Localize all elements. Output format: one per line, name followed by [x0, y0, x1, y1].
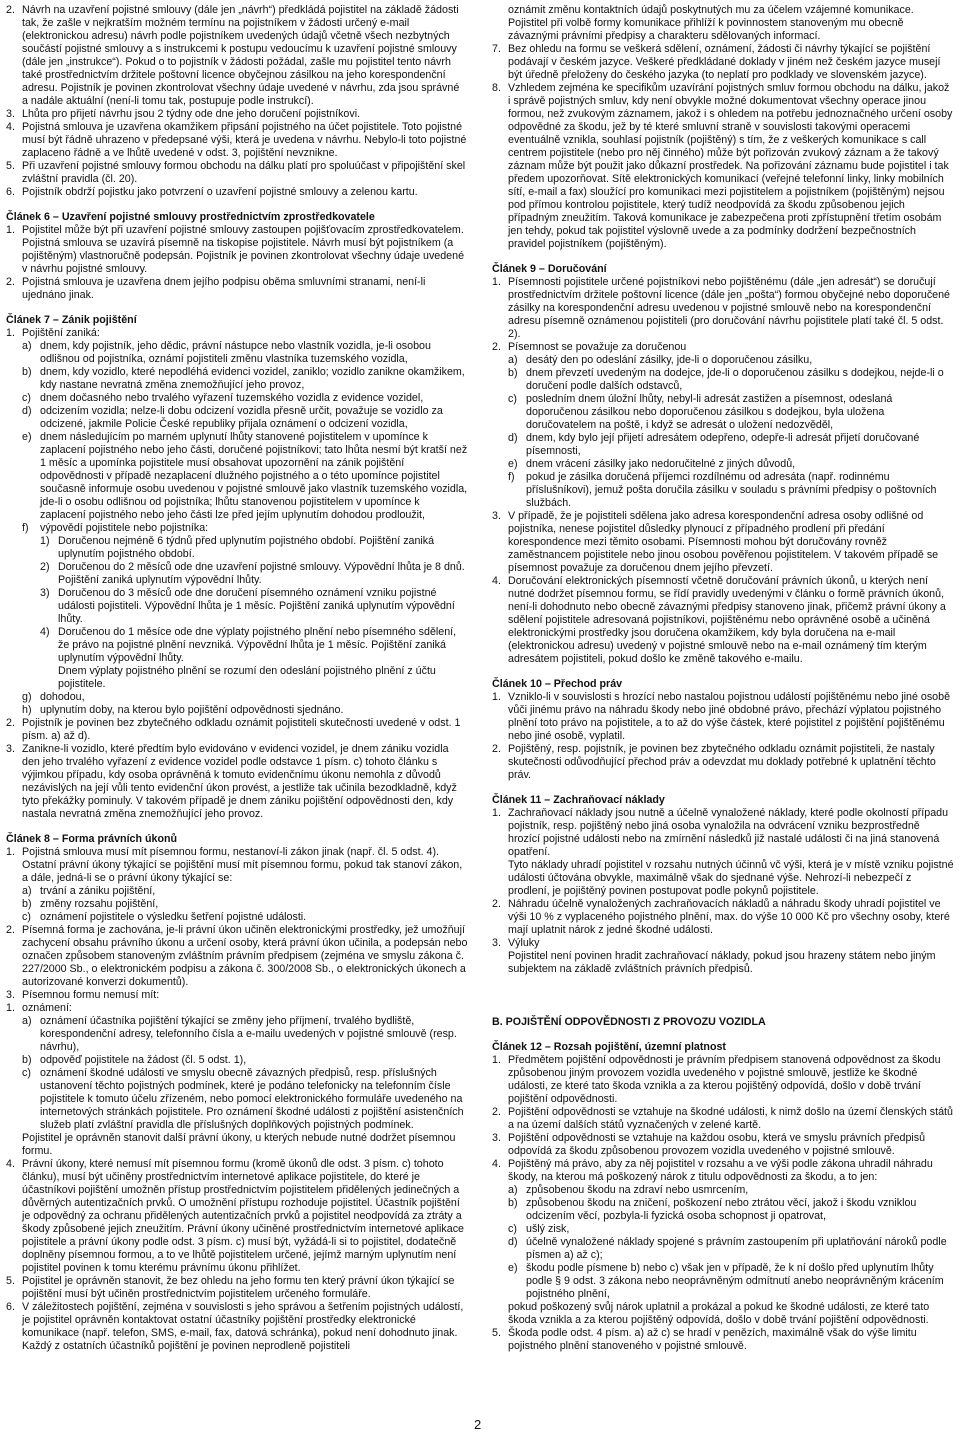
item-number: 3.	[6, 743, 15, 755]
numbered-item	[6, 1015, 468, 1054]
item-number: 1.	[492, 276, 501, 288]
numbered-item	[492, 1132, 954, 1158]
item-text: Zanikne-li vozidlo, které předtím bylo evidováno v evidenci vozidel, je dnem zániku vozidla den jeho trvalého vyřazení z evidence vozidel podle odstavce 1 písm. c) tohoto článku s výjimkou případu, kdy osoba oprávněná k tomuto evidenčnímu úkonu nemohla z důvodů nezávislých na její vůli tento evidenční úkon provést, a jestliže tak učinila bezodkladně, když tyto překážky pominuly. V takovém případě je dnem zániku pojištění odpovědnosti den, kdy nastala nevratná změna znemožňující jeho provoz.	[22, 743, 457, 820]
numbered-item	[492, 1158, 954, 1184]
item-text: Vzhledem zejména ke specifikům uzavírání pojistných smluv formou obchodu na dálku, jakož i správě pojistných smluv, kdy není obvykle možné dokumentovat všechny operace jinou formou, než zvukovým záznamem, jakož i s ohledem na potřebu jednoznačného určení osoby odpovědné za škodu, jež by té které smluvní straně v souvislosti takovými operacemi eventuálně vznikla, souhlasí pojistník (pojištěný) s tím, že z veškerých komunikace s call centrem pojistitele (nebo pro něj činného) může být pořizován zvukový záznam a že takový záznam může být použit jako důkazní prostředek. Na pořizování záznamu bude pojistitel i tak předem upozorňovat. Sítě elektronických komunikací (veřejné telefonní linky, linky mobilních sítí, e-mail a fax) sloužící pro komunikaci mezi pojistitelem a pojistníkem (pojištěným) nejsou pod přímou kontrolou pojistitele, který tudíž neodpovídá za škodu způsobenou jejich případným zneužitím. Taková komunikace je zabezpečena proti zpřístupnění třetím osobám jen tehdy, pokud tak pojistitel výslovně uvede a za podmínky dodržení bezpečnostních pravidel pojistníkem (pojištěným).	[508, 82, 953, 250]
item-number: 4.	[6, 121, 15, 133]
item-number: a)	[22, 340, 32, 352]
article-8-item-3-1	[6, 1002, 468, 1015]
numbered-item	[6, 108, 468, 121]
item-number: 4)	[40, 626, 50, 638]
item-number: 5.	[6, 160, 15, 172]
numbered-item	[6, 405, 468, 431]
item-number: 2.	[6, 276, 15, 288]
item-text: Doručování elektronických písemností včetně doručování právních úkonů, u kterých není nutné dodržet písemnou formu, se řídí pravidly uvedenými v článku o formě právních úkonů, není-li dohodnuto nebo obecně závaznými předpisy stanoveno jinak, přičemž právní úkony a sdělení pojistitele adresovaná pojistníkovi, pojištěnému nebo oprávněné osobě a učiněná elektronickými prostředky jsou doručena okamžikem, kdy byla doručena na e-mail (elektronickou adresu) uvedený v pojistné smlouvě nebo na e-mail oznámený tím kterým adresátem pojistiteli, pokud došlo ke změně takového e-mailu.	[508, 575, 946, 665]
numbered-item	[492, 807, 954, 859]
item-text: odcizením vozidla; nelze-li dobu odcizení vozidla přesně určit, považuje se vozidlo za odcizené, jakmile Policie České republiky přijala oznámení o odcizení vozidla,	[40, 405, 443, 430]
item-text: Při uzavření pojistné smlouvy formou obchodu na dálku platí pro spoluúčast v připojištění skel zvláštní pravidla (čl. 20).	[22, 160, 466, 185]
item-number: 3.	[492, 1132, 501, 1144]
numbered-item	[6, 522, 468, 535]
item-number: 3.	[492, 510, 501, 522]
numbered-item	[6, 561, 468, 587]
item-number: c)	[22, 392, 31, 404]
item-text: V případě, že je pojistiteli sdělena jako adresa korespondenční adresa osoby odlišné od pojistníka, nenese pojistitel důsledky plynoucí z případného prodlení při předání korespondence mezi těmito osobami. Písemnosti mohou být doručovány rovněž zaměstnancem pojistitele nebo jinou osobou pověřenou pojistitelem. V takovém případě se písemnost považuje za doručenou dnem jejího převzetí.	[508, 510, 939, 574]
item-number: 2)	[40, 561, 50, 573]
numbered-item	[492, 1054, 954, 1106]
right-column	[492, 4, 954, 1353]
item-text: dnem převzetí uvedeným na dodejce, jde-li o doporučenou zásilku s dodejkou, nejde-li o doručení podle dalších odstavců,	[526, 367, 944, 392]
item-number: 1.	[6, 846, 15, 858]
item-text: dnem vrácení zásilky jako nedoručitelné z jiných důvodů,	[526, 458, 796, 470]
item-text: Pojistitel je oprávněn stanovit, že bez ohledu na jeho formu ten který právní úkon týkající se pojištění musí být učiněn prostřednictvím pojistitelem určeného formuláře.	[22, 1275, 455, 1300]
item-text: ušlý zisk,	[526, 1223, 570, 1235]
item-text: Pojistitel může být při uzavření pojistné smlouvy zastoupen pojišťovacím zprostředkovatelem. Pojistná smlouva se uzavírá písemně na tiskopise pojistitele. Návrh musí být pojistníkem (a pojištěným) vlastnoručně podepsán. Pojistník je povinen zkontrolovat všechny údaje uvedené v návrhu pojistné smlouvy.	[22, 224, 465, 275]
item-number: 4.	[492, 575, 501, 587]
numbered-item	[6, 160, 468, 186]
numbered-item	[492, 354, 954, 367]
item-text: odpověď pojistitele na žádost (čl. 5 odst. 1),	[40, 1054, 247, 1066]
numbered-item	[6, 743, 468, 821]
numbered-item	[492, 1184, 954, 1197]
item-number: b)	[22, 366, 32, 378]
item-text: Pojistná smlouva je uzavřena okamžikem připsání pojistného na účet pojistitele. Toto pojistné musí být řádně uhrazeno v předepsané výši, která je uvedena v návrhu. Nebylo-li toto pojistné zaplaceno řádně a ve lhůtě uvedené v odst. 3, pojištění nevznikne.	[22, 121, 467, 159]
item-number: c)	[22, 1067, 31, 1079]
numbered-item	[492, 510, 954, 575]
item-number: 1.	[492, 807, 501, 819]
item-number: 2.	[492, 743, 501, 755]
item-text: uplynutím doby, na kterou bylo pojištění odpovědnosti sjednáno.	[40, 704, 344, 716]
item-text: Doručenou do 3 měsíců ode dne doručení písemného oznámení vzniku pojistné události pojistiteli. Výpovědní lhůta je 1 měsíc. Pojištění zaniká uplynutím výpovědní lhůty.	[58, 587, 455, 625]
document-page	[6, 4, 956, 1404]
item-number: 7.	[492, 43, 501, 55]
numbered-item	[492, 471, 954, 510]
numbered-item	[6, 691, 468, 704]
numbered-item	[492, 575, 954, 666]
numbered-item	[492, 43, 954, 82]
item-number: 4.	[6, 1158, 15, 1170]
item-text: oznámení škodné události ve smyslu obecně závazných předpisů, resp. příslušných ustanovení těchto pojistných podmínek, které je podáno telefonicky na telefonním čísle pojistitele k tomuto účelu zřízeném, nebo pomocí elektronického formuláře uvedeného na internetových stránkách pojistitele. Pro oznámení škodné události z pojištění asistenčních služeb platí zvláštní pravidla dle příslušných doplňkových pojistných podmínek.	[40, 1067, 464, 1131]
numbered-item	[6, 587, 468, 626]
article-8-item-1	[6, 846, 468, 885]
item-text: oznámení:	[22, 1002, 72, 1014]
numbered-item	[492, 691, 954, 743]
numbered-item	[6, 276, 468, 302]
item-text: Doručenou nejméně 6 týdnů před uplynutím pojistného období. Pojištění zaniká uplynutím pojistného období.	[58, 535, 435, 560]
numbered-item	[492, 367, 954, 393]
item-text: Pojištění zaniká:	[22, 327, 100, 339]
numbered-item	[6, 898, 468, 911]
item-number: 3.	[6, 108, 15, 120]
item-number: d)	[508, 432, 518, 444]
item-number: a)	[508, 1184, 518, 1196]
item-text: Vzniklo-li v souvislosti s hrozící nebo nastalou pojistnou událostí pojištěnému nebo jiné osobě vůči jinému právo na náhradu škody nebo jiné obdobné právo, přechází výplatou pojistného plnění toto právo na pojistitele, a to až do výše částek, které pojistitel z pojištění pojištěnému nebo jiné osobě, vyplatil.	[508, 691, 951, 742]
item-text: Předmětem pojištění odpovědnosti je právním předpisem stanovená odpovědnost za škodu způsobenou jiným provozem vozidla uvedeného v pojistné smlouvě, jestliže ke škodné události, ze které tato škoda vznikla a za kterou pojištěný odpovídá, došlo v době trvání pojištění odpovědnosti.	[508, 1054, 941, 1105]
item-text: Pojistná smlouva musí mít písemnou formu, nestanoví-li zákon jinak (např. čl. 5 odst. 4). Ostatní právní úkony týkající se pojištění musí mít písemnou formu, pokud tak stanoví zákon, a dále, jedná-li se o právní úkony týkající se:	[22, 846, 463, 884]
article-10-heading: Článek 10 – Přechod práv	[492, 678, 623, 690]
numbered-item	[492, 898, 954, 937]
article-8-item-3	[6, 989, 468, 1002]
item-number: b)	[22, 1054, 32, 1066]
item-number: f)	[22, 522, 29, 534]
numbered-item	[6, 186, 468, 199]
item-number: a)	[22, 885, 32, 897]
item-number: 4.	[492, 1158, 501, 1170]
numbered-item	[6, 224, 468, 276]
item-text: desátý den po odeslání zásilky, jde-li o doporučenou zásilku,	[526, 354, 813, 366]
item-text: Pojistník obdrží pojistku jako potvrzení o uzavření pojistné smlouvy a zelenou kartu.	[22, 186, 418, 198]
part-b-heading: B. POJIŠTĚNÍ ODPOVĚDNOSTI Z PROVOZU VOZIDLA	[492, 1016, 766, 1028]
item-number: 2.	[492, 341, 501, 353]
numbered-item	[6, 431, 468, 522]
item-number: e)	[22, 431, 32, 443]
item-text: Návrh na uzavření pojistné smlouvy (dále jen „návrh“) předkládá pojistitel na základě žádosti tak, že zašle v nejkratším možném termínu na pojistníkem v žádosti určený e-mail (elektronickou adresu) návrh podle pojistníkem uvedených údajů včetně všech nezbytných součástí pojistné smlouvy a s instrukcemi k postupu vedoucímu k uzavření pojistné smlouvy (dále jen „instrukce“). Pokud o to pojistník v žádosti požádal, zašle mu pojistitel tento návrh také prostřednictvím držitele poštovní licence obyčejnou zásilkou na jeho korespondenční adresu. Pojistník je povinen zkontrolovat všechny údaje uvedené v návrhu, zda jsou správné a nadále aktuální (není-li tomu tak, postupuje podle instrukcí).	[22, 4, 460, 107]
item-text: Škoda podle odst. 4 písm. a) až c) se hradí v penězích, maximálně však do výše limitu pojistného plnění stanoveného v pojistné smlouvě.	[508, 1327, 917, 1352]
item-text: trvání a zániku pojištění,	[40, 885, 156, 897]
item-text: Písemnost se považuje za doručenou	[508, 341, 687, 353]
item-text: dnem následujícím po marném uplynutí lhůty stanovené pojistitelem v upomínce k zaplacení pojistného nebo jeho části, doručené pojistníkovi; tato lhůta nesmí být kratší než 1 měsíc a upomínka pojistitele musí obsahovat upozornění na zánik pojištění odpovědnosti v případě nezaplacení dlužného pojistného a o této upomínce pojistitel současně informuje osobu uvedenou v pojistné smlouvě jako vlastník tuzemského vozidla, jde-li o osobu odlišnou od pojistníka; lhůtu stanovenou pojistitelem v upomínce k zaplacení pojistného nebo jeho části lze před jejím uplynutím dohodou prodloužit,	[40, 431, 468, 521]
item-number: 2.	[6, 717, 15, 729]
item-number: c)	[22, 911, 31, 923]
item-text: Doručenou do 1 měsíce ode dne výplaty pojistného plnění nebo písemného sdělení, že právo na pojistné plnění nevzniká. Výpovědní lhůta je 1 měsíc. Pojištění zaniká uplynutím výpovědní lhůty.	[58, 626, 457, 664]
numbered-item	[492, 1262, 954, 1301]
item-number: 5.	[492, 1327, 501, 1339]
item-number: 1.	[6, 327, 15, 339]
item-text: Výluky	[508, 937, 540, 949]
item-text: výpovědí pojistitele nebo pojistníka:	[40, 522, 209, 534]
item-text: Pojistník je povinen bez zbytečného odkladu oznámit pojistiteli skutečnosti uvedené v odst. 1 písm. a) až d).	[22, 717, 461, 742]
item-text: Písemná forma je zachována, je-li právní úkon učiněn elektronickými prostředky, jež umožňují zachycení obsahu právního úkonu a určení osoby, která právní úkon učinila, a podepsán nebo označen způsobem stanoveným zvláštním právním předpisem (zejména ve smyslu zákona č. 227/2000 Sb., o elektronickém podpisu a zákona č. 300/2008 Sb., o elektronických úkonech a autorizované konverzi dokumentů).	[22, 924, 468, 988]
item-number: c)	[508, 393, 517, 405]
item-text: dnem dočasného nebo trvalého vyřazení tuzemského vozidla z evidence vozidel,	[40, 392, 424, 404]
item-text: Lhůta pro přijetí návrhu jsou 2 týdny ode dne jeho doručení pojistníkovi.	[22, 108, 361, 120]
numbered-item	[492, 393, 954, 432]
numbered-item	[6, 392, 468, 405]
item-text: dohodou,	[40, 691, 85, 703]
item-text: účelně vynaložené náklady spojené s právním zastoupením při uplatňování nároků podle písmen a) až c);	[526, 1236, 947, 1261]
continued-text: oznámit změnu kontaktních údajů poskytnutých mu za účelem vzájemné komunikace. Pojistitel při volbě formy komunikace přihlíží k povinnostem stanoveným mu obecně závaznými právními předpisy a charakteru sdělovaných informací.	[508, 4, 914, 42]
numbered-item	[6, 717, 468, 743]
item-text: Pojištění odpovědnosti se vztahuje na škodné události, k nimž došlo na území členských států a na území dalších států vyznačených v zelené kartě.	[508, 1106, 953, 1131]
item-text: dnem, kdy bylo její přijetí adresátem odepřeno, odepře-li adresát přijetí doručované písemnosti,	[526, 432, 920, 457]
item-number: 3.	[492, 937, 501, 949]
item-number: d)	[508, 1236, 518, 1248]
item-number: b)	[22, 898, 32, 910]
item-text: Pojistná smlouva je uzavřena dnem jejího podpisu oběma smluvními stranami, není-li ujednáno jinak.	[22, 276, 426, 301]
item-number: a)	[22, 1015, 32, 1027]
item-number: c)	[508, 1223, 517, 1235]
item-text: oznámení účastníka pojištění týkající se změny jeho příjmení, trvalého bydliště, korespondenční adresy, telefonního čísla a e-mailu uvedených v pojistné smlouvě (resp. návrhu),	[40, 1015, 457, 1053]
item-text: V záležitostech pojištění, zejména v souvislosti s jeho správou a šetřením pojistných událostí, je pojistitel oprávněn kontaktovat ostatní účastníky pojištění prostředky elektronické komunikace (např. telefon, SMS, e-mail, fax, datová schránka), pokud není dohodnuto jinak. Každý z ostatních účastníků pojištění je povinen neprodleně pojistiteli	[22, 1301, 464, 1352]
article-12-heading: Článek 12 – Rozsah pojištění, územní platnost	[492, 1041, 726, 1053]
item-number: g)	[22, 691, 32, 703]
item-text: způsobenou škodu na zničení, poškození nebo ztrátou věcí, jakož i škodu vzniklou odcizením věcí, pozbyla-li fyzická osoba schopnost ji opatrovat,	[526, 1197, 917, 1222]
numbered-item	[492, 937, 954, 950]
item-text: Pojištěný má právo, aby za něj pojistitel v rozsahu a ve výši podle zákona uhradil náhradu škody, na kterou má poškozený nárok z titulu odpovědnosti za škodu, a to jen:	[508, 1158, 933, 1183]
numbered-item	[6, 885, 468, 898]
article-9-item-1	[492, 276, 954, 341]
item-text: Doručenou do 2 měsíců ode dne uzavření pojistné smlouvy. Výpovědní lhůta je 8 dnů. Pojištění zaniká uplynutím výpovědní lhůty.	[58, 561, 465, 586]
item-number: 2.	[6, 4, 15, 16]
numbered-item	[6, 1275, 468, 1301]
item-number: b)	[508, 1197, 518, 1209]
item-text: oznámení pojistitele o výsledku šetření pojistné události.	[40, 911, 307, 923]
item-number: b)	[508, 367, 518, 379]
item-number: 1.	[492, 691, 501, 703]
item-number: 2.	[492, 898, 501, 910]
numbered-item	[6, 535, 468, 561]
numbered-item	[6, 340, 468, 366]
article-9-heading: Článek 9 – Doručování	[492, 263, 607, 275]
item-text: změny rozsahu pojištění,	[40, 898, 159, 910]
item-text: Bez ohledu na formu se veškerá sdělení, oznámení, žádosti či návrhy týkající se pojištění podávají v českém jazyce. Veškeré předkládané doklady v jiném než českém jazyce musejí být úředně přeloženy do českého jazyka (to neplatí pro podklady ve slovenském jazyce).	[508, 43, 941, 81]
numbered-item	[6, 121, 468, 160]
item-text: Pojištěný, resp. pojistník, je povinen bez zbytečného odkladu oznámit pojistiteli, že nastaly skutečnosti odůvodňující přechod práv a odevzdat mu doklady potřebné k uplatnění těchto práv.	[508, 743, 936, 781]
numbered-item	[492, 432, 954, 458]
item-number: 2.	[492, 1106, 501, 1118]
item-number: 5.	[6, 1275, 15, 1287]
item-number: h)	[22, 704, 32, 716]
numbered-item	[492, 82, 954, 251]
item-text: Náhradu účelně vynaložených zachraňovacích nákladů a náhradu škody uhradí pojistitel ve výši 10 % z vyplaceného pojistného plnění, max. do výše 10 000 Kč pro všechny osoby, které mají uplatnit nárok z jedné škodné události.	[508, 898, 950, 936]
numbered-item	[6, 366, 468, 392]
numbered-item	[492, 1197, 954, 1223]
item-number: 2.	[6, 924, 15, 936]
article-7-note: Dnem výplaty pojistného plnění se rozumí den odeslání pojistného plnění z účtu pojistitele.	[58, 665, 436, 690]
item-text: Písemnosti pojistitele určené pojistníkovi nebo pojištěnému (dále „jen adresát“) se doručují prostřednictvím držitele poštovní licence (dále jen „pošta“) formou obyčejné nebo doporučené zásilky na korespondenční adresu uvedenou v pojistné smlouvě nebo na korespondenční adresu písemně oznámenou pojistiteli (pro doručování návrhu pojistitele platí také čl. 5 odst. 2).	[508, 276, 950, 340]
item-number: 3.	[6, 989, 15, 1001]
item-number: f)	[508, 471, 515, 483]
item-number: 1.	[6, 224, 15, 236]
item-number: d)	[22, 405, 32, 417]
item-number: a)	[508, 354, 518, 366]
article-6-heading: Článek 6 – Uzavření pojistné smlouvy prostřednictvím zprostředkovatele	[6, 211, 375, 223]
article-8-heading: Článek 8 – Forma právních úkonů	[6, 833, 178, 845]
item-number: 3)	[40, 587, 50, 599]
numbered-item	[6, 911, 468, 924]
numbered-item	[492, 1236, 954, 1262]
article-11-note: Tyto náklady uhradí pojistitel v rozsahu nutných účinnů vč výši, která je v místě vzniku pojistné události účtována obvykle, maximálně však do sjednané výše. Nehrozí-li nebezpečí z prodlení, je pojištěný povinen postupovat podle pokynů pojistitele.	[508, 859, 954, 897]
item-number: 6.	[6, 1301, 15, 1313]
numbered-item	[492, 1106, 954, 1132]
item-text: dnem, kdy pojistník, jeho dědic, právní nástupce nebo vlastník vozidla, je-li osobou odlišnou od pojistníka, oznámí pojistiteli změnu vlastníka tuzemského vozidla,	[40, 340, 431, 365]
item-text: posledním dnem úložní lhůty, nebyl-li adresát zastižen a písemnost, odeslaná doporučenou zásilkou nebo doporučenou zásilkou s dodejkou, byla uložena doručovatelem na poště, i když se adresát o uložení nedozvěděl,	[526, 393, 893, 431]
numbered-item	[492, 1327, 954, 1353]
numbered-item	[6, 626, 468, 665]
article-8-item-2	[6, 924, 468, 989]
numbered-item	[6, 1054, 468, 1067]
article-9-item-2	[492, 341, 954, 354]
numbered-item	[492, 458, 954, 471]
item-text: Písemnou formu nemusí mít:	[22, 989, 160, 1001]
numbered-item	[6, 1067, 468, 1132]
article-7-item-1	[6, 327, 468, 340]
left-column	[6, 4, 468, 1353]
item-number: 1)	[40, 535, 50, 547]
article-8-note: Pojistitel je oprávněn stanovit další právní úkony, u kterých nebude nutné dodržet písemnou formu.	[22, 1132, 456, 1157]
item-text: pokud je zásilka doručená příjemci rozdílnému od adresáta (např. rodinnému příslušníkovi), jemuž pošta doručila zásilku v souladu s právními předpisy o poštovních službách.	[526, 471, 937, 509]
item-text: Pojištění odpovědnosti se vztahuje na každou osobu, která ve smyslu právních předpisů odpovídá za škodu způsobenou provozem vozidla uvedeného v pojistné smlouvě.	[508, 1132, 926, 1157]
item-number: e)	[508, 1262, 518, 1274]
page-number: 2	[474, 1417, 482, 1432]
item-text: Právní úkony, které nemusí mít písemnou formu (kromě úkonů dle odst. 3 písm. c) tohoto článku), musí být učiněny prostřednictvím internetové aplikace pojistitele, do které je účastníkovi pojištění umožněn přístup prostřednictvím pojistitelem přidělených jedinečných a důvěrných autentizačních prvků. O umožnění přístupu rozhoduje pojistitel. Účastník pojištění je odpovědný za ochranu přidělených autentizačních prvků a pojistitel neodpovídá za ztráty a škody způsobené jejich zneužitím. Právní úkony učiněné prostřednictvím internetové aplikace pojistitele a právní úkony podle odst. 3 písm. c) musí být, vyžádá-li si to pojistitel, dodatečně doplněny písemnou formou, a to ve lhůtě pojistitelem určené, jejímž marným uplynutím není pojistitel povinen k tomu kterému právnímu úkonu přihlížet.	[22, 1158, 464, 1274]
item-number: 8.	[492, 82, 501, 94]
item-number: 1.	[492, 1054, 501, 1066]
item-text: dnem, kdy vozidlo, které nepodléhá evidenci vozidel, zaniklo; vozidlo zanikne okamžikem, kdy nastane nevratná změna znemožňující jeho provoz,	[40, 366, 465, 391]
numbered-item	[6, 1301, 468, 1353]
article-11-heading: Článek 11 – Zachraňovací náklady	[492, 794, 665, 806]
item-text: Zachraňovací náklady jsou nutně a účelně vynaložené náklady, které podle okolností případu pojistník, resp. pojištěný nebo jiná osoba vynaložila na odvrácení vzniku bezprostředně hrozící pojistné události nebo na zmírnění následků již nastalé události či na jiná stanovená opatření.	[508, 807, 949, 858]
article-7-heading: Článek 7 – Zánik pojištění	[6, 314, 137, 326]
item-number: 6.	[6, 186, 15, 198]
item-text: škodu podle písmene b) nebo c) však jen v případě, že k ní došlo před uplynutím lhůty podle § 9 odst. 3 zákona nebo neoprávněným odmítnutí anebo neoprávněným krácením pojistného plnění,	[526, 1262, 944, 1300]
item-text: způsobenou škodu na zdraví nebo usmrcením,	[526, 1184, 749, 1196]
numbered-item	[6, 4, 468, 108]
numbered-item	[6, 704, 468, 717]
article-11-exclusions-note: Pojistitel není povinen hradit zachraňovací náklady, pokud jsou hrazeny státem nebo jiným subjektem na základě zvláštních právních předpisů.	[508, 950, 936, 975]
numbered-item	[492, 743, 954, 782]
article-12-note: pokud poškozený svůj nárok uplatnil a prokázal a pokud ke škodné události, ze které tato škoda vznikla a za kterou pojištěný odpovídá, došlo v době trvání pojištění odpovědnosti.	[508, 1301, 930, 1326]
item-number: 1.	[6, 1002, 15, 1014]
numbered-item	[492, 1223, 954, 1236]
item-number: e)	[508, 458, 518, 470]
numbered-item	[6, 1158, 468, 1275]
